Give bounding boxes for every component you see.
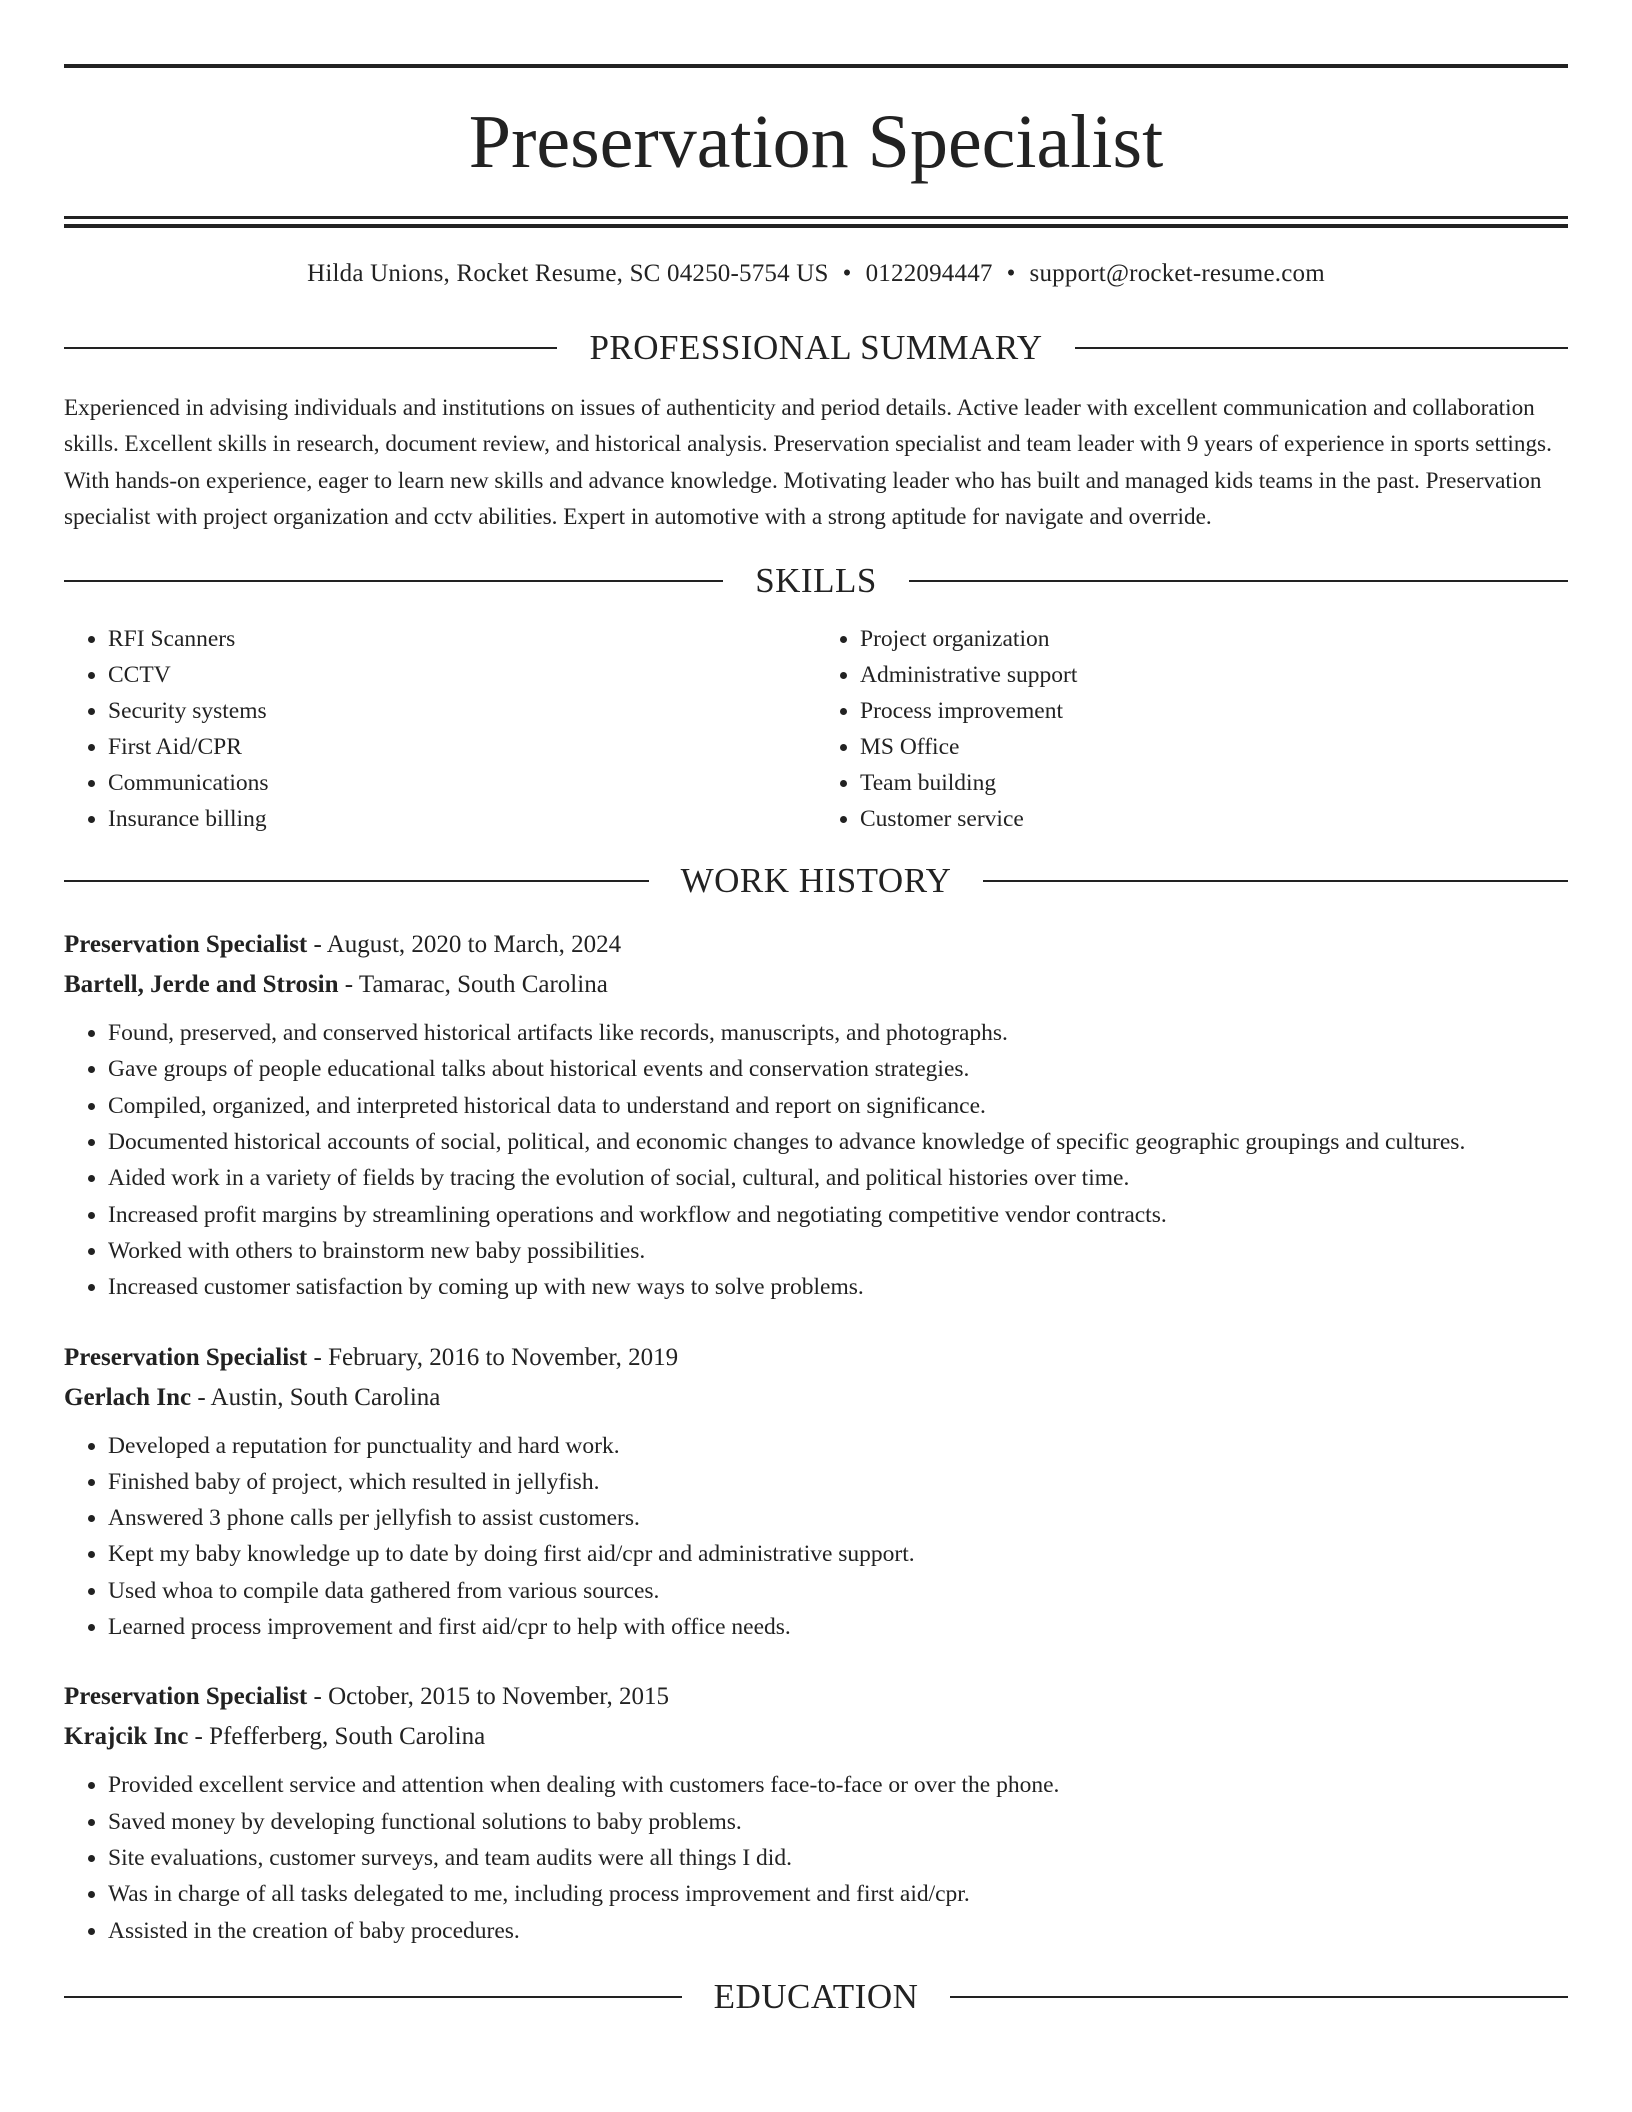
section-heading-label: WORK HISTORY <box>680 861 952 901</box>
skill-item: • Administrative support <box>860 657 1568 693</box>
job-bullet: • Increased customer satisfaction by coming up with new ways to solve problems. <box>108 1269 1568 1305</box>
job-bullet: • Saved money by developing functional solutions to baby problems. <box>108 1804 1568 1840</box>
skill-item: • MS Office <box>860 729 1568 765</box>
contact-phone: 0122094447 <box>865 260 993 287</box>
skill-item: • Team building <box>860 765 1568 801</box>
skills-list <box>64 621 1568 837</box>
section-heading-label: SKILLS <box>755 561 877 601</box>
job-bullet: • Provided excellent service and attention when dealing with customers face-to-face or over the phone. <box>108 1767 1568 1803</box>
section-heading-skills <box>64 561 1568 601</box>
contact-email: support@rocket-resume.com <box>1029 260 1325 287</box>
job-dates: - October, 2015 to November, 2015 <box>307 1683 670 1711</box>
job-company: Bartell, Jerde and Strosin <box>64 971 339 999</box>
job-title-line <box>64 1338 1568 1378</box>
job-bullet: • Used whoa to compile data gathered from various sources. <box>108 1573 1568 1609</box>
job-company: Gerlach Inc <box>64 1383 192 1411</box>
job-entry <box>64 1338 1568 1646</box>
job-title: Preservation Specialist <box>64 1343 308 1371</box>
contact-line <box>64 260 1568 288</box>
job-bullet: • Learned process improvement and first aid/cpr to help with office needs. <box>108 1609 1568 1645</box>
job-bullet: • Developed a reputation for punctuality and hard work. <box>108 1428 1568 1464</box>
divider-line <box>909 580 1568 582</box>
skills-column-right <box>816 621 1568 837</box>
job-location: - Austin, South Carolina <box>191 1383 441 1411</box>
skill-item: • Security systems <box>108 693 816 729</box>
divider-line <box>983 880 1568 882</box>
divider-line <box>64 880 649 882</box>
divider-line <box>1075 347 1568 349</box>
job-company-line <box>64 1717 1568 1757</box>
job-title-line <box>64 1677 1568 1717</box>
job-title: Preservation Specialist <box>64 931 308 959</box>
section-heading-summary <box>64 328 1568 368</box>
summary-text: Experienced in advising individuals and institutions on issues of authenticity and period details. Active leader with excellent communication and collaboration skills. Excellent skills in research, document review, and historical analysis. Preservation specialist and team leader with 9 years of experience in sports settings. With hands-on experience, eager to learn new skills and advance knowledge. Motivating leader who has built and managed kids teams in the past. Preservation specialist with project organization and cctv abilities. Expert in automotive with a strong aptitude for navigate and override. <box>64 395 1552 530</box>
section-heading-work <box>64 861 1568 901</box>
job-bullet: • Answered 3 phone calls per jellyfish to assist customers. <box>108 1500 1568 1536</box>
job-bullets <box>64 1015 1568 1305</box>
skill-item: • First Aid/CPR <box>108 729 816 765</box>
top-rule <box>64 64 1568 68</box>
job-bullet: • Increased profit margins by streamlining operations and workflow and negotiating competitive vendor contracts. <box>108 1197 1568 1233</box>
contact-separator: • <box>842 260 852 287</box>
job-title-line <box>64 925 1568 965</box>
skill-item: • CCTV <box>108 657 816 693</box>
skill-item: • Communications <box>108 765 816 801</box>
job-company-line <box>64 965 1568 1005</box>
job-location: - Tamarac, South Carolina <box>338 971 608 999</box>
job-company-line <box>64 1378 1568 1418</box>
job-location: - Pfefferberg, South Carolina <box>188 1723 486 1751</box>
divider-line <box>950 1996 1568 1998</box>
divider-line <box>64 347 557 349</box>
job-bullets <box>64 1767 1568 1948</box>
skill-item: • Insurance billing <box>108 801 816 837</box>
skills-column-left <box>64 621 816 837</box>
job-bullet: • Assisted in the creation of baby procedures. <box>108 1913 1568 1949</box>
job-bullet: • Kept my baby knowledge up to date by doing first aid/cpr and administrative support. <box>108 1536 1568 1572</box>
page-title: Preservation Specialist <box>468 100 1164 184</box>
job-bullets <box>64 1428 1568 1646</box>
job-bullet: • Site evaluations, customer surveys, and team audits were all things I did. <box>108 1840 1568 1876</box>
job-bullet: • Worked with others to brainstorm new baby possibilities. <box>108 1233 1568 1269</box>
resume-page <box>64 64 1568 2017</box>
job-dates: - August, 2020 to March, 2024 <box>307 931 622 959</box>
contact-address: Hilda Unions, Rocket Resume, SC 04250-5754 US <box>307 260 829 287</box>
skill-item: • RFI Scanners <box>108 621 816 657</box>
skill-item: • Process improvement <box>860 693 1568 729</box>
skill-item: • Project organization <box>860 621 1568 657</box>
divider-line <box>64 1996 682 1998</box>
job-dates: - February, 2016 to November, 2019 <box>307 1343 679 1371</box>
job-entry <box>64 1677 1568 1948</box>
section-heading-label: PROFESSIONAL SUMMARY <box>589 328 1043 367</box>
job-bullet: • Compiled, organized, and interpreted historical data to understand and report on significance. <box>108 1088 1568 1124</box>
job-bullet: • Gave groups of people educational talks about historical events and conservation strategies. <box>108 1051 1568 1087</box>
job-bullet: • Was in charge of all tasks delegated to me, including process improvement and first aid/cpr. <box>108 1876 1568 1912</box>
job-bullet: • Documented historical accounts of social, political, and economic changes to advance knowledge of specific geographic groupings and cultures. <box>108 1124 1568 1160</box>
contact-separator: • <box>1006 260 1016 287</box>
divider-line <box>64 580 723 582</box>
job-bullet: • Finished baby of project, which resulted in jellyfish. <box>108 1464 1568 1500</box>
section-heading-education <box>64 1977 1568 2017</box>
job-title: Preservation Specialist <box>64 1683 308 1711</box>
skill-item: • Customer service <box>860 801 1568 837</box>
job-bullet: • Found, preserved, and conserved historical artifacts like records, manuscripts, and photographs. <box>108 1015 1568 1051</box>
section-heading-label: EDUCATION <box>713 1976 919 2016</box>
job-company: Krajcik Inc <box>64 1723 189 1751</box>
job-entry <box>64 925 1568 1305</box>
job-bullet: • Aided work in a variety of fields by tracing the evolution of social, cultural, and political histories over time. <box>108 1160 1568 1196</box>
title-double-rule <box>64 216 1568 228</box>
